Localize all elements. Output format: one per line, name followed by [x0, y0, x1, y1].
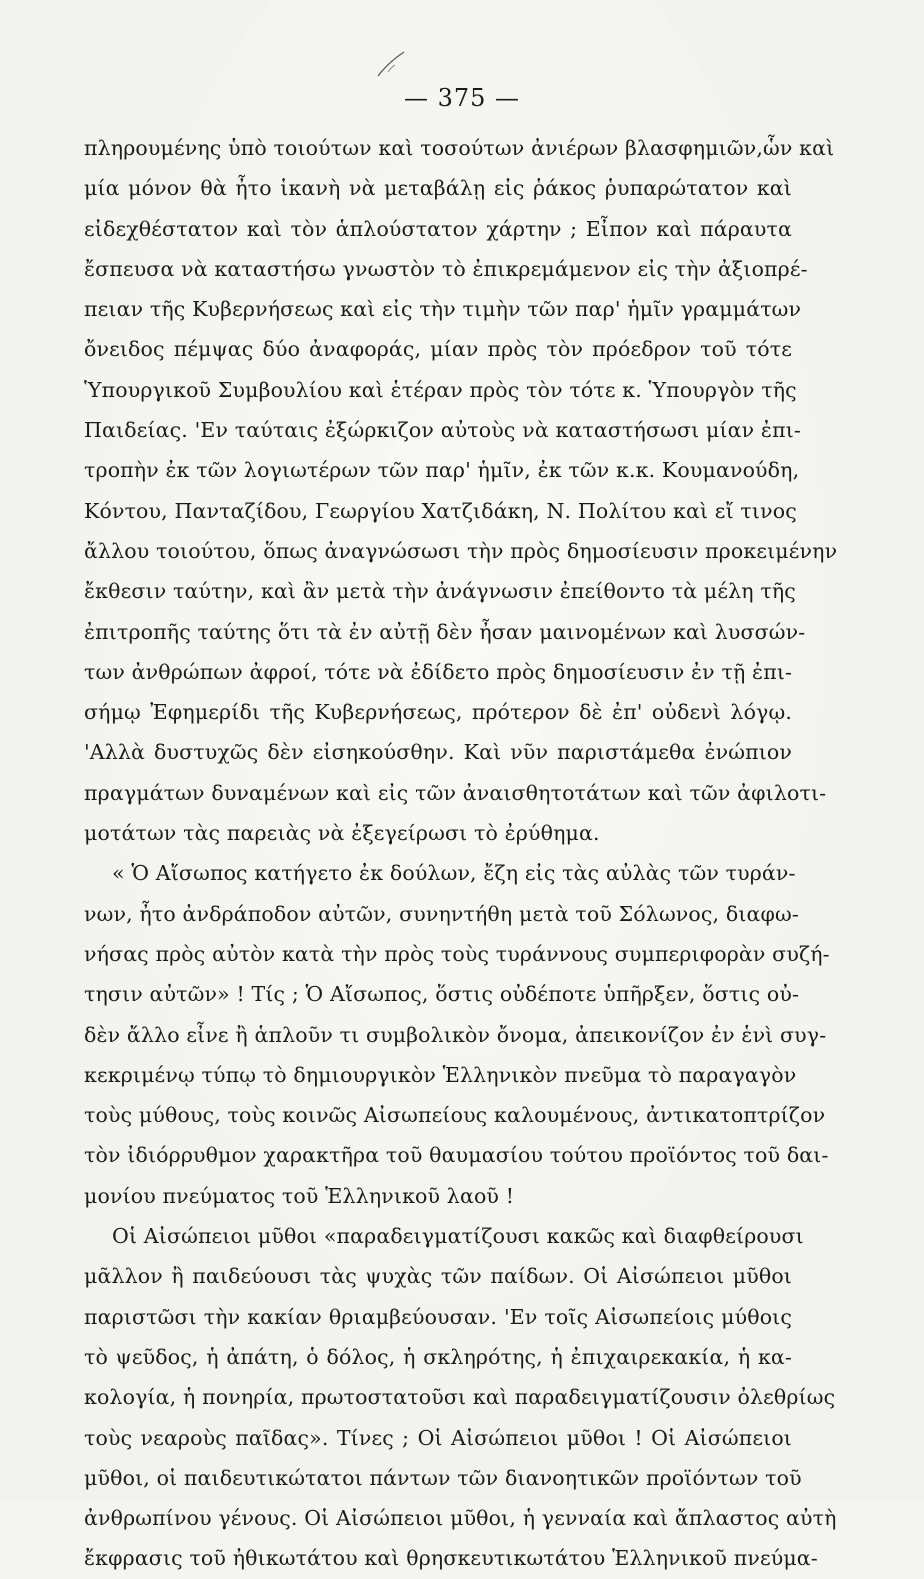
text-line: μία μόνον θὰ ἦτο ἱκανὴ νὰ μεταβάλῃ εἰς ῥάκος ῥυπαρώτατον καὶ [84, 176, 792, 201]
text-line: μονίου πνεύματος τοῦ Ἑλληνικοῦ λαοῦ ! [84, 1183, 515, 1208]
text-line: παριστῶσι τὴν κακίαν θριαμβεύουσαν. 'Εν τοῖς Αἰσωπείοις μύθοις [84, 1304, 792, 1329]
text-line: πραγμάτων δυναμένων καὶ εἰς τῶν ἀναισθητοτάτων καὶ τῶν ἀφιλοτι- [84, 780, 827, 805]
text-line: 'Αλλὰ δυστυχῶς δὲν εἰσηκούσθην. Καὶ νῦν παριστάμεθα ἐνώπιον [84, 740, 792, 765]
text-line: Κόντου, Πανταζίδου, Γεωργίου Χατζιδάκη, Ν. Πολίτου καὶ εἴ τινος [84, 498, 797, 523]
text-line: σήμῳ Ἐφημερίδι τῆς Κυβερνήσεως, πρότερον δὲ ἐπ' οὐδενὶ λόγῳ. [84, 700, 792, 725]
text-line: μᾶλλον ἢ παιδεύουσι τὰς ψυχὰς τῶν παίδων. Οἱ Αἰσώπειοι μῦθοι [84, 1264, 792, 1289]
ink-mark-icon [370, 50, 410, 80]
text-line: νων, ἦτο ἀνδράποδον αὐτῶν, συνηντήθη μετὰ τοῦ Σόλωνος, διαφω- [84, 901, 799, 926]
text-line: ὄνειδος πέμψας δύο ἀναφοράς, μίαν πρὸς τὸν πρόεδρον τοῦ τότε [84, 337, 792, 362]
paragraph [84, 128, 838, 853]
body-text [84, 128, 838, 1579]
paragraph [84, 853, 830, 1216]
text-line: τοὺς μύθους, τοὺς κοινῶς Αἰσωπείους καλουμένους, ἀντικατοπτρίζον [84, 1103, 826, 1128]
text-line: Ὑπουργικοῦ Συμβουλίου καὶ ἑτέραν πρὸς τὸν τότε κ. Ὑπουργὸν τῆς [84, 377, 797, 402]
text-line: τοὺς νεαροὺς παῖδας». Τίνες ; Οἱ Αἰσώπειοι μῦθοι ! Οἱ Αἰσώπειοι [84, 1425, 792, 1450]
text-line: ἔκφρασις τοῦ ἠθικωτάτου καὶ θρησκευτικωτάτου Ἑλληνικοῦ πνεύμα- [84, 1546, 818, 1571]
text-line: ἔκθεσιν ταύτην, καὶ ἂν μετὰ τὴν ἀνάγνωσιν ἐπείθοντο τὰ μέλη τῆς [84, 579, 796, 604]
text-line: πληρουμένης ὑπὸ τοιούτων καὶ τοσούτων ἀνιέρων βλασφημιῶν,ὧν καὶ [84, 136, 835, 160]
text-line: νήσας πρὸς αὐτὸν κατὰ τὴν πρὸς τοὺς τυράννους συμπεριφορὰν συζή- [84, 941, 830, 966]
text-line: τὸ ψεῦδος, ἡ ἀπάτη, ὁ δόλος, ἡ σκληρότης, ἡ ἐπιχαιρεκακία, ἡ κα- [84, 1344, 792, 1369]
text-line: τησιν αὐτῶν» ! Τίς ; Ὁ Αἴσωπος, ὅστις οὐδέποτε ὑπῆρξεν, ὅστις οὐ- [84, 982, 800, 1007]
text-line: « Ὁ Αἴσωπος κατήγετο ἐκ δούλων, ἔζη εἰς τὰς αὐλὰς τῶν τυράν- [112, 861, 796, 886]
text-line: μῦθοι, οἱ παιδευτικώτατοι πάντων τῶν διανοητικῶν προϊόντων τοῦ [84, 1465, 802, 1490]
page-number: — 375 — [403, 84, 521, 112]
text-line: των ἀνθρώπων ἀφροί, τότε νὰ ἐδίδετο πρὸς δημοσίευσιν ἐν τῇ ἐπι- [84, 659, 793, 684]
text-line: τὸν ἰδιόρρυθμον χαρακτῆρα τοῦ θαυμασίου τούτου προϊόντος τοῦ δαι- [84, 1143, 829, 1168]
text-line: εἰδεχθέστατον καὶ τὸν ἁπλούστατον χάρτην ; Εἶπον καὶ πάραυτα [84, 216, 792, 241]
text-line: μοτάτων τὰς παρειὰς νὰ ἐξεγείρωσι τὸ ἐρύθημα. [84, 821, 600, 846]
text-line: ἀνθρωπίνου γένους. Οἱ Αἰσώπειοι μῦθοι, ἡ γενναία καὶ ἄπλαστος αὐτὴ [84, 1506, 837, 1531]
text-line: Παιδείας. 'Εν ταύταις ἐξώρκιζον αὐτοὺς νὰ καταστήσωσι μίαν ἐπι- [84, 418, 801, 443]
text-line: τροπὴν ἐκ τῶν λογιωτέρων τῶν παρ' ἡμῖν, ἐκ τῶν κ.κ. Κουμανούδη, [84, 458, 800, 483]
text-line: κολογία, ἡ πονηρία, πρωτοστατοῦσι καὶ παραδειγματίζουσιν ὀλεθρίως [84, 1385, 836, 1410]
text-line: δὲν ἄλλο εἶνε ἢ ἁπλοῦν τι συμβολικὸν ὄνομα, ἀπεικονίζον ἐν ἑνὶ συγ- [84, 1022, 827, 1047]
text-line: Οἱ Αἰσώπειοι μῦθοι «παραδειγματίζουσι κακῶς καὶ διαφθείρουσι [112, 1224, 804, 1249]
text-line: ἔσπευσα νὰ καταστήσω γνωστὸν τὸ ἐπικρεμάμενον εἰς τὴν ἀξιοπρέ- [84, 256, 808, 281]
text-line: πειαν τῆς Κυβερνήσεως καὶ εἰς τὴν τιμὴν τῶν παρ' ἡμῖν γραμμάτων [84, 297, 802, 322]
paragraph [84, 1216, 837, 1579]
text-line: κεκριμένῳ τύπῳ τὸ δημιουργικὸν Ἑλληνικὸν πνεῦμα τὸ παραγαγὸν [84, 1062, 797, 1087]
text-line: ἄλλου τοιούτου, ὅπως ἀναγνώσωσι τὴν πρὸς δημοσίευσιν προκειμένην [84, 538, 838, 563]
text-line: ἐπιτροπῆς ταύτης ὅτι τὰ ἐν αὐτῇ δὲν ἦσαν μαινομένων καὶ λυσσών- [84, 619, 806, 644]
